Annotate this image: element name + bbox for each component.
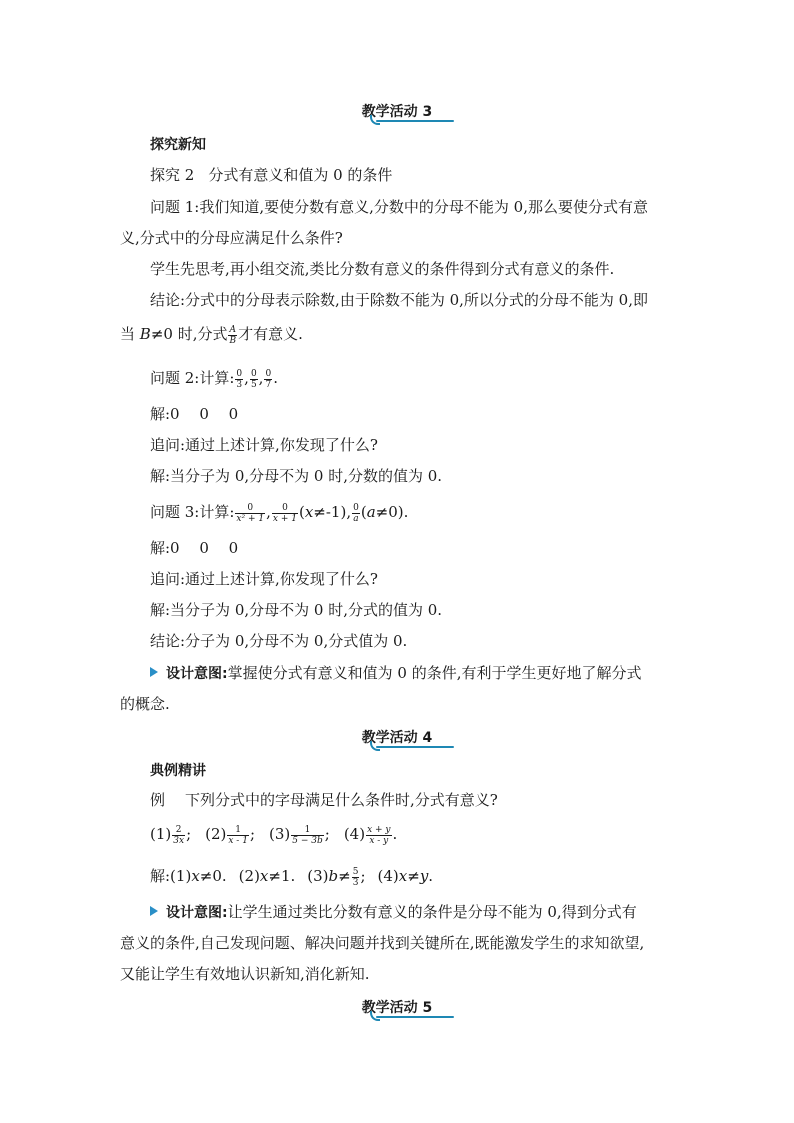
fraction-numerator: 0 [265, 368, 272, 379]
item-sep: ; [249, 825, 256, 843]
example-line [150, 790, 498, 810]
example-label: 例 [150, 791, 166, 809]
condition-var: a [366, 503, 376, 521]
question-2-answer: 解:0 0 0 [150, 405, 239, 423]
condition-rest: ≠0). [375, 503, 409, 521]
item-label: (4) [343, 825, 366, 843]
conclusion-1-line-1: 结论:分式中的分母表示除数,由于除数不能为 0,所以分式的分母不能为 0,即 [150, 291, 648, 309]
answer-rest: ≠1. [268, 867, 296, 885]
answer-neq: ≠ [338, 867, 351, 885]
answer-end: . [428, 867, 434, 885]
design-intent-label: 设计意图: [166, 666, 228, 682]
question-1-line-2: 义,分式中的分母应满足什么条件? [120, 229, 343, 247]
fraction-0-over-3 [235, 369, 243, 390]
fraction-numerator: 0 [353, 502, 359, 513]
design-intent-label: 设计意图: [166, 905, 228, 921]
explore-2-line [150, 165, 392, 185]
triangle-marker-icon [150, 667, 158, 677]
fraction-numerator: 0 [236, 368, 243, 379]
fraction-denominator: B [229, 335, 237, 346]
design-intent-1-line-2: 的概念. [120, 695, 170, 713]
var-b: B [139, 325, 151, 343]
question-3-prefix: 问题 3:计算: [150, 503, 235, 521]
fraction-numerator: A [229, 324, 237, 335]
fraction-denominator: 3x [173, 835, 185, 846]
answer-var: b [328, 867, 339, 885]
item-label: (1) [150, 825, 172, 843]
section-heading-explore: 探究新知 [150, 137, 206, 153]
condition-var: x [304, 503, 314, 521]
item-sep: . [392, 825, 398, 843]
neq-zero-text: ≠0 时,分式 [150, 325, 228, 343]
answer-neq: ≠ [407, 867, 420, 885]
separator: , [258, 369, 264, 387]
fraction-0-over-x2-plus-1 [235, 503, 265, 524]
fraction-denominator: 3 [236, 379, 243, 390]
condition-open: ( [298, 503, 305, 521]
fraction-denominator: x + 1 [272, 513, 297, 524]
fraction-numerator: 0 [272, 503, 298, 514]
question-2-prefix: 问题 2:计算: [150, 369, 235, 387]
answer-rest: ≠0. [199, 867, 227, 885]
fraction-denominator: 3 [352, 877, 359, 888]
question-3-answer: 解:0 0 0 [150, 539, 239, 557]
example-text: 下列分式中的字母满足什么条件时,分式有意义? [185, 791, 498, 809]
fraction-0-over-7 [264, 369, 272, 390]
fraction-5-over-3 [352, 867, 360, 888]
fraction-x-plus-y-over-x-minus-y [366, 825, 391, 846]
condition-rest: ≠-1) [313, 503, 347, 521]
fraction-denominator: x - y [369, 835, 389, 846]
fraction-numerator: x + y [367, 824, 391, 835]
fraction-0-over-5 [250, 369, 258, 390]
fraction-a-over-b [228, 325, 237, 346]
explore-2-text: 分式有意义和值为 0 的条件 [208, 166, 393, 184]
design-intent-2-line-2: 意义的条件,自己发现问题、解决问题并找到关键所在,既能激发学生的求知欲望, [120, 934, 645, 952]
design-intent-text: 让学生通过类比分数有意义的条件是分母不能为 0,得到分式有 [227, 903, 637, 921]
item-sep: ; [324, 825, 330, 843]
example-answer-line [150, 866, 433, 888]
explore-2-label: 探究 2 [150, 166, 195, 184]
answer-label: (2) [238, 867, 260, 885]
activity-5-underline [376, 1016, 454, 1018]
question-2-follow-up-answer: 解:当分子为 0,分母不为 0 时,分数的值为 0. [150, 467, 443, 485]
conclusion-prefix: 当 [120, 325, 140, 343]
fraction-numerator: 1 [291, 825, 323, 836]
fraction-numerator: 2 [172, 825, 185, 836]
question-3-line [150, 502, 408, 524]
triangle-marker-icon [150, 906, 158, 916]
answer-prefix: 解:(1) [150, 867, 192, 885]
answer-label: (3) [307, 867, 329, 885]
design-intent-text: 掌握使分式有意义和值为 0 的条件,有利于学生更好地了解分式 [227, 664, 642, 682]
fraction-denominator: x² + 1 [236, 513, 265, 524]
answer-var: y [419, 867, 429, 885]
question-3-conclusion: 结论:分子为 0,分母不为 0,分式值为 0. [150, 632, 408, 650]
fraction-denominator: 5 [250, 379, 257, 390]
fraction-denominator: a [353, 513, 359, 524]
separator: , [346, 503, 352, 521]
item-sep: ; [186, 825, 192, 843]
activity-3-underline [376, 120, 454, 122]
activity-5-title: 教学活动 5 [361, 1000, 433, 1016]
design-intent-2-line-3: 又能让学生有效地认识新知,消化新知. [120, 965, 370, 983]
fraction-numerator: 1 [227, 825, 249, 836]
fraction-2-over-3x [172, 825, 185, 846]
item-label: (2) [205, 825, 227, 843]
item-label: (3) [269, 825, 291, 843]
activity-3-title: 教学活动 3 [361, 104, 433, 120]
fraction-0-over-x-plus-1 [272, 503, 298, 524]
fraction-numerator: 0 [235, 503, 265, 514]
student-activity-text: 学生先思考,再小组交流,类比分数有意义的条件得到分式有意义的条件. [150, 260, 615, 278]
activity-4-title: 教学活动 4 [361, 730, 433, 746]
answer-var: x [191, 867, 200, 885]
question-3-follow-up-answer: 解:当分子为 0,分母不为 0 时,分式的值为 0. [150, 601, 443, 619]
separator: , [266, 503, 271, 521]
answer-var: x [398, 867, 408, 885]
fraction-denominator: x - 1 [228, 835, 248, 846]
activity-4-underline [376, 746, 454, 748]
section-heading-examples: 典例精讲 [150, 763, 206, 779]
answer-end: ; [360, 867, 366, 885]
design-intent-2-line-1 [150, 902, 637, 923]
fraction-0-over-a [352, 503, 360, 524]
answer-label: (4) [377, 867, 399, 885]
fraction-numerator: 0 [250, 368, 257, 379]
fraction-denominator: 7 [265, 379, 272, 390]
conclusion-1-line-2 [120, 324, 303, 346]
design-intent-1-line-1 [150, 663, 641, 684]
question-3-follow-up: 追问:通过上述计算,你发现了什么? [150, 570, 378, 588]
fraction-1-over-x-minus-1 [227, 825, 249, 846]
example-items-line [150, 824, 397, 846]
condition-open: ( [360, 503, 367, 521]
question-2-follow-up: 追问:通过上述计算,你发现了什么? [150, 436, 378, 454]
fraction-denominator: 5 − 3b [292, 835, 323, 846]
question-1-line-1: 问题 1:我们知道,要使分数有意义,分数中的分母不能为 0,那么要使分式有意 [150, 198, 648, 216]
conclusion-suffix: 才有意义. [238, 325, 303, 343]
fraction-numerator: 5 [352, 866, 359, 877]
separator: , [244, 369, 249, 387]
end-mark: . [273, 369, 278, 387]
question-2-line [150, 368, 278, 390]
answer-var: x [259, 867, 269, 885]
fraction-1-over-5-minus-3b [291, 825, 323, 846]
